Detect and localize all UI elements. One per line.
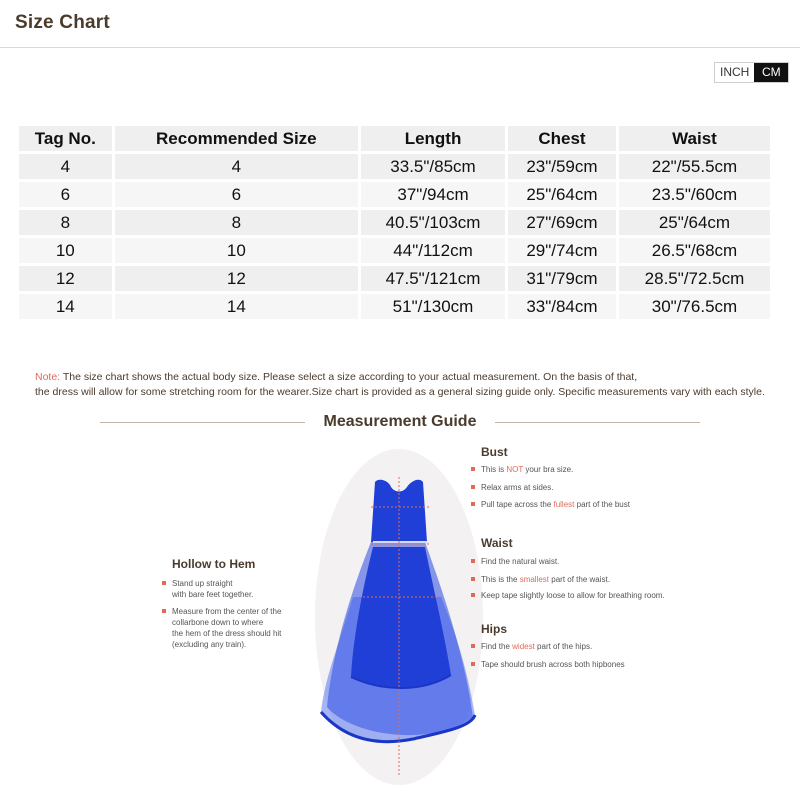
table-header-row: [19, 126, 770, 151]
dress-image: [313, 447, 485, 787]
table-row: [19, 182, 770, 207]
header-recommended-size: Recommended Size: [115, 126, 359, 151]
cell-chest: 31"/79cm: [508, 266, 616, 291]
table-row: [19, 210, 770, 235]
divider-left: [100, 422, 305, 423]
measurement-guide-title: Measurement Guide: [323, 413, 477, 430]
cell-size: 10: [115, 238, 359, 263]
bullet-marker-icon: [471, 577, 475, 581]
bust-bullet-3: Pull tape across the fullest part of the bust: [481, 499, 630, 510]
unit-inch-button[interactable]: INCH: [715, 63, 754, 82]
hips-bullet-2: Tape should brush across both hipbones: [481, 659, 625, 670]
bullet-marker-icon: [471, 559, 475, 563]
cell-waist: 26.5"/68cm: [619, 238, 770, 263]
hips-title: Hips: [481, 622, 508, 636]
cell-length: 47.5"/121cm: [361, 266, 505, 291]
cell-chest: 27"/69cm: [508, 210, 616, 235]
cell-tag: 10: [19, 238, 112, 263]
header-tag-no: Tag No.: [19, 126, 112, 151]
hollow-bullet-2: Measure from the center of the collarbone down to where the hem of the dress should hit (excluding any train).: [172, 606, 281, 650]
table-row: [19, 238, 770, 263]
bullet-marker-icon: [471, 502, 475, 506]
unit-toggle: [714, 62, 789, 83]
cell-size: 12: [115, 266, 359, 291]
cell-size: 4: [115, 154, 359, 179]
bust-bullet-1: This is NOT your bra size.: [481, 464, 573, 475]
cell-tag: 8: [19, 210, 112, 235]
dress-illustration: [313, 447, 485, 787]
cell-length: 44"/112cm: [361, 238, 505, 263]
note-line-1: [35, 370, 785, 385]
bullet-marker-icon: [471, 662, 475, 666]
waist-bullet-2: This is the smallest part of the waist.: [481, 574, 610, 585]
header-waist: Waist: [619, 126, 770, 151]
size-table: [16, 123, 773, 322]
cell-chest: 25"/64cm: [508, 182, 616, 207]
bullet-marker-icon: [471, 644, 475, 648]
page-title: Size Chart: [15, 12, 110, 33]
page-header: [0, 0, 800, 48]
bullet-marker-icon: [162, 581, 166, 585]
note-text-2: the dress will allow for some stretching room for the wearer.Size chart is provided as a general sizing guide only. Specific measurements vary with each style.: [35, 386, 765, 398]
cell-size: 8: [115, 210, 359, 235]
measurement-guide-heading: [100, 411, 700, 435]
cell-tag: 14: [19, 294, 112, 319]
hollow-to-hem-title: Hollow to Hem: [172, 557, 256, 571]
note-text-1: The size chart shows the actual body size. Please select a size according to your actual measurement. On the basis of that,: [60, 371, 638, 383]
hips-bullet-1: Find the widest part of the hips.: [481, 641, 592, 652]
waist-title: Waist: [481, 536, 513, 550]
bullet-marker-icon: [471, 467, 475, 471]
cell-tag: 6: [19, 182, 112, 207]
waist-bullet-1: Find the natural waist.: [481, 556, 559, 567]
cell-tag: 4: [19, 154, 112, 179]
bust-bullet-2: Relax arms at sides.: [481, 482, 553, 493]
cell-length: 37"/94cm: [361, 182, 505, 207]
bullet-marker-icon: [162, 609, 166, 613]
table-row: [19, 154, 770, 179]
cell-tag: 12: [19, 266, 112, 291]
cell-size: 6: [115, 182, 359, 207]
note-label: Note:: [35, 371, 61, 383]
cell-waist: 25"/64cm: [619, 210, 770, 235]
cell-waist: 30"/76.5cm: [619, 294, 770, 319]
cell-chest: 33"/84cm: [508, 294, 616, 319]
hollow-bullet-1: Stand up straight with bare feet together.: [172, 578, 253, 600]
cell-chest: 29"/74cm: [508, 238, 616, 263]
cell-length: 33.5"/85cm: [361, 154, 505, 179]
cell-waist: 23.5"/60cm: [619, 182, 770, 207]
cell-length: 51"/130cm: [361, 294, 505, 319]
bust-title: Bust: [481, 445, 508, 459]
divider-right: [495, 422, 700, 423]
bullet-marker-icon: [471, 485, 475, 489]
cell-chest: 23"/59cm: [508, 154, 616, 179]
cell-size: 14: [115, 294, 359, 319]
bullet-marker-icon: [471, 593, 475, 597]
cell-waist: 22"/55.5cm: [619, 154, 770, 179]
cell-waist: 28.5"/72.5cm: [619, 266, 770, 291]
table-row: [19, 294, 770, 319]
table-row: [19, 266, 770, 291]
size-note: [35, 370, 785, 400]
cell-length: 40.5"/103cm: [361, 210, 505, 235]
waist-bullet-3: Keep tape slightly loose to allow for breathing room.: [481, 590, 665, 601]
header-chest: Chest: [508, 126, 616, 151]
unit-cm-button[interactable]: CM: [754, 63, 788, 82]
header-length: Length: [361, 126, 505, 151]
